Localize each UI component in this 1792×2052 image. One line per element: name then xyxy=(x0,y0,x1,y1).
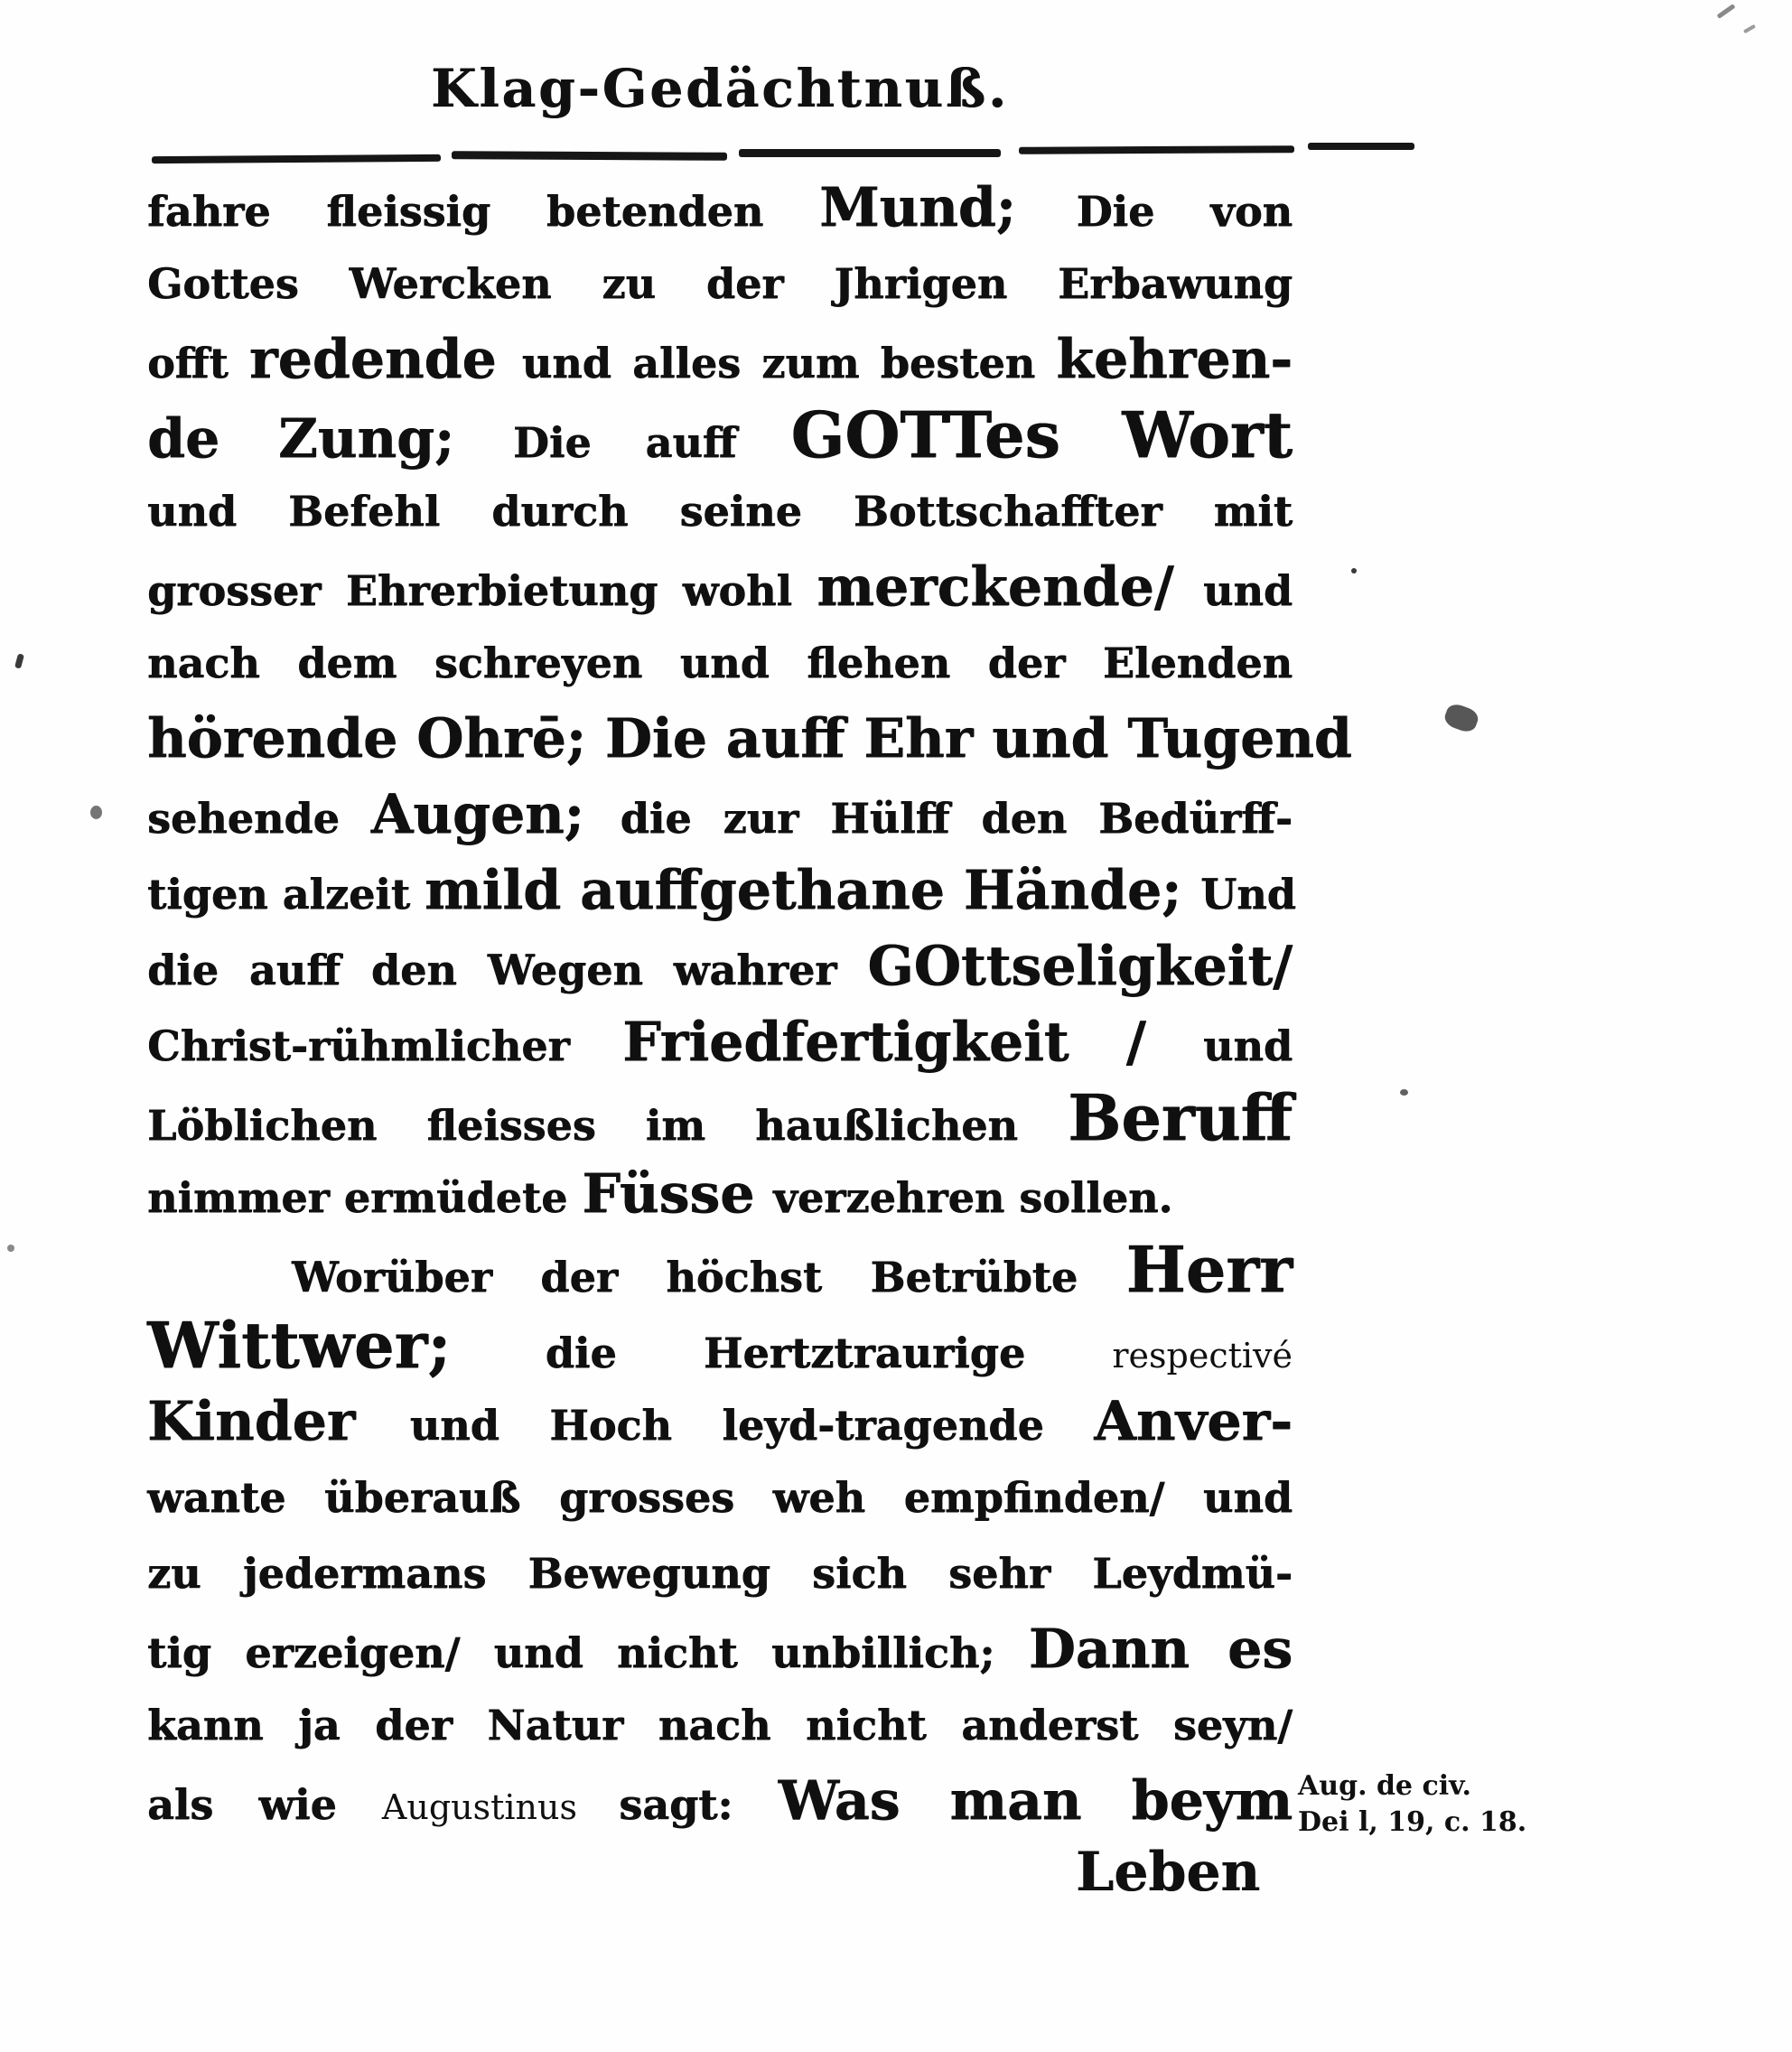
fraktur-text-segment: Wittwer; xyxy=(147,1308,546,1383)
fraktur-text-segment: Und xyxy=(1200,870,1296,919)
fraktur-text-segment: Füsse xyxy=(582,1162,774,1226)
text-line xyxy=(147,1308,1293,1384)
fraktur-text-segment: mild auffgethane Hände; xyxy=(425,859,1201,922)
fraktur-text-segment: und Befehl durch seine Bottschaffter mit xyxy=(147,487,1293,536)
fraktur-text-segment: sagt: xyxy=(619,1780,779,1829)
text-line xyxy=(147,1460,1293,1535)
fraktur-text-segment: Augen; xyxy=(370,783,621,846)
ink-speck xyxy=(1442,702,1481,735)
text-line xyxy=(147,1611,1293,1687)
text-line xyxy=(147,246,1293,322)
fraktur-text-segment: Löblichen fleisses im haußlichen xyxy=(147,1101,1069,1150)
fraktur-text-segment: Beruff xyxy=(1068,1080,1293,1155)
fraktur-text-segment: wante überauß grosses weh empfinden/ und xyxy=(147,1473,1293,1522)
fraktur-text-segment: tig erzeigen/ und nicht unbillich; xyxy=(147,1628,1029,1677)
fraktur-text-segment: Kinder xyxy=(147,1390,410,1453)
fraktur-text-segment: grosser Ehrerbietung wohl xyxy=(147,566,817,615)
fraktur-text-segment: Christ-rühmlicher xyxy=(147,1021,623,1070)
ink-speck xyxy=(1717,4,1736,19)
fraktur-text-segment: hörende Ohrē; Die auff Ehr und Tugend xyxy=(147,707,1352,770)
text-line xyxy=(147,1763,1293,1839)
fraktur-text-segment: Die auff xyxy=(512,418,791,467)
fraktur-text-segment: tigen alzeit xyxy=(147,870,425,919)
fraktur-text-segment: kann ja der Natur nach nicht anderst seyn/ xyxy=(147,1701,1293,1749)
fraktur-text-segment: zu jedermans Bewegung sich sehr Leydmü- xyxy=(147,1549,1293,1598)
text-line xyxy=(147,397,1293,473)
ink-speck xyxy=(1743,24,1756,33)
text-line xyxy=(147,1384,1293,1460)
text-line xyxy=(147,777,1293,853)
margin-note-line: Aug. de civ. xyxy=(1298,1770,1471,1802)
fraktur-text-segment: Mund; xyxy=(819,176,1077,239)
fraktur-text-segment: Die von xyxy=(1076,187,1293,236)
margin-note-line: Dei l, 19, c. 18. xyxy=(1298,1806,1527,1838)
text-line xyxy=(147,473,1293,549)
fraktur-text-segment: offt xyxy=(147,339,249,387)
text-line xyxy=(147,1232,1293,1308)
text-line xyxy=(147,1156,1293,1232)
ink-speck xyxy=(90,806,102,819)
ink-speck xyxy=(1400,1089,1408,1096)
ink-speck xyxy=(1351,568,1357,574)
fraktur-text-segment: Dann es xyxy=(1028,1618,1293,1681)
fraktur-text-segment: de Zung; xyxy=(147,407,513,471)
ink-speck xyxy=(7,1245,14,1252)
fraktur-text-segment: und alles zum besten xyxy=(521,339,1057,387)
text-line xyxy=(147,853,1296,928)
text-line xyxy=(147,1687,1293,1763)
fraktur-text-segment: die Hertztraurige xyxy=(545,1329,1113,1377)
text-line xyxy=(147,1535,1293,1611)
fraktur-text-segment: verzehren sollen. xyxy=(773,1173,1173,1222)
fraktur-text-segment: Herr xyxy=(1125,1232,1293,1307)
roman-text-segment: Augustinus xyxy=(381,1787,620,1827)
fraktur-text-segment: merckende/ xyxy=(817,555,1203,619)
fraktur-text-segment: fahre fleissig betenden xyxy=(147,187,820,236)
fraktur-text-segment: Friedfertigkeit / xyxy=(622,1011,1203,1074)
text-line xyxy=(147,170,1293,246)
fraktur-text-segment: Anver- xyxy=(1094,1390,1293,1453)
body-text xyxy=(147,170,1352,1839)
catchword: Leben xyxy=(1075,1841,1260,1904)
ink-speck xyxy=(14,653,24,668)
text-line xyxy=(147,1080,1293,1156)
text-line xyxy=(147,322,1293,397)
fraktur-text-segment: nach dem schreyen und flehen der Elenden xyxy=(147,639,1293,687)
text-line xyxy=(147,1004,1293,1080)
running-head-title: Klag-Gedächtnuß. xyxy=(430,58,1010,119)
fraktur-text-segment: und xyxy=(1202,1021,1293,1070)
fraktur-text-segment: Gottes Wercken zu der Jhrigen Erbawung xyxy=(147,259,1293,308)
fraktur-text-segment: sehende xyxy=(147,794,371,843)
text-line xyxy=(147,701,1352,777)
fraktur-text-segment: und Hoch leyd-tragende xyxy=(409,1401,1095,1450)
fraktur-text-segment: kehren- xyxy=(1056,328,1293,391)
fraktur-text-segment: Worüber der höchst Betrübte xyxy=(292,1253,1126,1301)
margin-note-citation xyxy=(1298,1768,1569,1841)
fraktur-text-segment: die zur Hülff den Bedürff- xyxy=(620,794,1293,843)
fraktur-text-segment: Was man beym xyxy=(778,1769,1293,1833)
text-line xyxy=(147,625,1293,701)
fraktur-text-segment: GOTTes Wort xyxy=(790,397,1293,472)
fraktur-text-segment: GOttseligkeit/ xyxy=(867,935,1293,998)
roman-text-segment: respectivé xyxy=(1112,1336,1293,1376)
fraktur-text-segment: und xyxy=(1202,566,1293,615)
fraktur-text-segment: redende xyxy=(248,328,522,391)
text-line xyxy=(147,549,1293,625)
fraktur-text-segment: als wie xyxy=(147,1780,382,1829)
text-line xyxy=(147,928,1293,1004)
fraktur-text-segment: nimmer ermüdete xyxy=(147,1173,583,1222)
fraktur-text-segment: die auff den Wegen wahrer xyxy=(147,946,868,994)
